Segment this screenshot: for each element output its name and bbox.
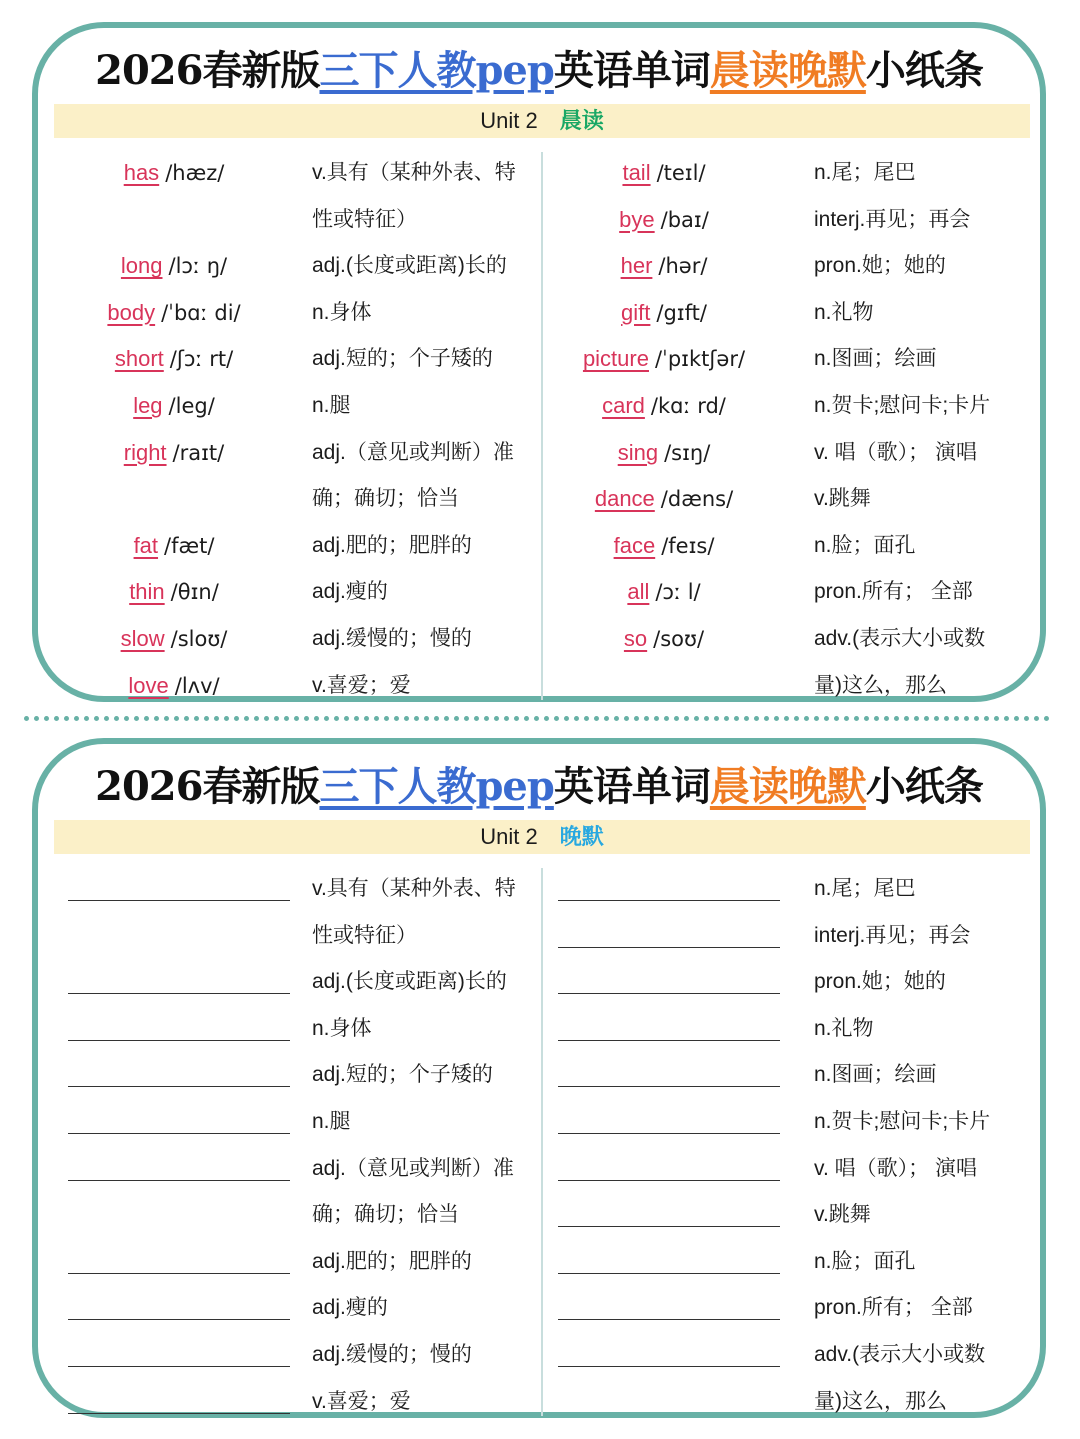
vocab-row — [544, 523, 1030, 569]
meaning: adj.瘦的 — [312, 580, 388, 604]
vocab-row — [544, 663, 1030, 709]
phonetic: /hər/ — [658, 254, 708, 279]
answer-blank-line[interactable] — [68, 1273, 290, 1274]
meaning: adj.缓慢的；慢的 — [312, 1343, 472, 1366]
word-cell — [544, 150, 784, 196]
meaning: 性或特征） — [312, 923, 417, 947]
answer-blank-line[interactable] — [558, 993, 780, 994]
word-cell — [544, 430, 784, 476]
word-cell — [544, 336, 784, 382]
word-cell — [54, 616, 294, 662]
dictation-row — [544, 1052, 1030, 1098]
vocab-row — [54, 476, 540, 522]
vocab-word: bye — [619, 206, 655, 232]
word-cell — [544, 290, 784, 336]
dictation-row — [544, 1006, 1030, 1052]
vocab-word: fat — [133, 532, 159, 558]
meaning: n.脸；面孔 — [814, 1249, 916, 1273]
meaning: v.喜爱；爱 — [312, 1389, 411, 1413]
phonetic: /dæns/ — [660, 487, 734, 512]
dictation-row — [544, 913, 1030, 959]
meaning: 确；确切；恰当 — [312, 1203, 459, 1227]
meaning: n.脸；面孔 — [814, 533, 916, 557]
dictation-row — [544, 1099, 1030, 1145]
vocab-word: her — [620, 253, 653, 279]
vocab-row — [544, 616, 1030, 662]
vocab-word: gift — [621, 299, 651, 325]
phonetic: /ˈbɑː di/ — [161, 300, 241, 325]
word-cell — [54, 569, 294, 615]
title-routine: 晨读晚默 — [709, 763, 866, 810]
meaning: adj.(长度或距离)长的 — [312, 254, 507, 278]
morning-reading-card — [32, 22, 1046, 702]
answer-blank-line[interactable] — [558, 1273, 780, 1274]
page-title — [38, 762, 1040, 812]
word-cell — [544, 616, 784, 662]
dictation-row — [544, 1192, 1030, 1238]
word-cell — [54, 430, 294, 476]
meaning: adj.短的；个子矮的 — [312, 1063, 493, 1087]
phonetic: /baɪ/ — [660, 207, 709, 232]
answer-blank-line[interactable] — [558, 1366, 780, 1367]
word-cell — [54, 476, 294, 522]
answer-blank-line[interactable] — [558, 1133, 780, 1134]
vocab-row — [54, 336, 540, 382]
phonetic: /lʌv/ — [174, 673, 220, 698]
cut-line-divider — [24, 716, 1050, 721]
unit-label: Unit 2 — [480, 824, 538, 849]
vocab-row — [54, 430, 540, 476]
word-cell — [54, 290, 294, 336]
meaning: v.具有（某种外表、特 — [312, 161, 516, 184]
title-subject: 英语单词 — [553, 763, 710, 810]
title-routine: 晨读晚默 — [709, 47, 866, 94]
vocab-word: tail — [622, 160, 651, 185]
meaning: n.身体 — [312, 1016, 372, 1040]
answer-blank-line[interactable] — [68, 1319, 290, 1320]
title-textbook: 三下人教pep — [319, 47, 554, 94]
meaning: v.跳舞 — [814, 1203, 871, 1227]
dictation-row — [54, 1379, 540, 1425]
meaning: adj.（意见或判断）准 — [312, 1156, 514, 1180]
phonetic: /ˈpɪktʃər/ — [654, 347, 746, 372]
title-suffix: 小纸条 — [865, 47, 983, 94]
word-cell — [54, 243, 294, 289]
word-cell — [544, 243, 784, 289]
phonetic: /leg/ — [168, 394, 215, 418]
vocab-row — [544, 569, 1030, 615]
meaning: 性或特征） — [312, 207, 417, 231]
vocab-row — [544, 290, 1030, 336]
dictation-row — [544, 959, 1030, 1005]
meaning: pron.所有； 全部 — [814, 580, 973, 604]
vocab-row — [54, 243, 540, 289]
phonetic: /soʊ/ — [653, 627, 705, 651]
word-cell — [544, 663, 784, 709]
meaning: n.腿 — [312, 394, 351, 417]
dictation-row — [544, 866, 1030, 912]
meaning: adj.肥的；肥胖的 — [312, 533, 472, 557]
phonetic: /gɪft/ — [656, 300, 707, 325]
dictation-row — [54, 1006, 540, 1052]
title-subject: 英语单词 — [553, 47, 710, 94]
dictation-row — [544, 1379, 1030, 1425]
meaning: interj.再见；再会 — [814, 207, 971, 231]
meaning: n.贺卡;慰问卡;卡片 — [814, 1110, 991, 1133]
phonetic: /feɪs/ — [661, 533, 715, 558]
word-cell — [54, 663, 294, 709]
meaning: v. 唱（歌）； 演唱 — [814, 1156, 977, 1180]
answer-blank-line[interactable] — [558, 1319, 780, 1320]
vocab-word: picture — [582, 346, 649, 372]
vocab-row — [54, 569, 540, 615]
meaning: adj.缓慢的；慢的 — [312, 627, 472, 650]
phonetic: /sloʊ/ — [170, 627, 228, 651]
title-year-edition: 2026春新版 — [95, 763, 320, 810]
vocab-word: dance — [594, 486, 655, 512]
word-cell — [54, 197, 294, 243]
meaning: n.贺卡;慰问卡;卡片 — [814, 394, 991, 417]
vocab-row — [544, 243, 1030, 289]
answer-blank-line[interactable] — [558, 947, 780, 948]
meaning: 量)这么，那么 — [814, 673, 947, 697]
meaning: n.尾；尾巴 — [814, 161, 916, 184]
vocab-word: thin — [129, 579, 165, 605]
phonetic: /hæz/ — [165, 161, 225, 185]
meaning: v.喜爱；爱 — [312, 673, 411, 697]
word-cell — [544, 383, 784, 429]
meaning: v.具有（某种外表、特 — [312, 877, 516, 900]
answer-blank-line[interactable] — [68, 1040, 290, 1041]
meaning: pron.她；她的 — [814, 970, 946, 994]
phonetic: /sɪŋ/ — [664, 440, 711, 465]
vocab-word: face — [613, 532, 656, 558]
dictation-row — [54, 1052, 540, 1098]
word-cell — [544, 569, 784, 615]
meaning: adj.肥的；肥胖的 — [312, 1249, 472, 1273]
vocab-word: love — [128, 672, 169, 698]
vocab-row — [54, 523, 540, 569]
vocab-word: short — [114, 346, 164, 372]
answer-blank-line[interactable] — [558, 1180, 780, 1181]
vocab-row — [54, 383, 540, 429]
answer-blank-line[interactable] — [68, 1086, 290, 1087]
word-cell — [544, 197, 784, 243]
meaning: n.尾；尾巴 — [814, 877, 916, 900]
dictation-row — [54, 1285, 540, 1331]
dictation-row — [54, 1099, 540, 1145]
word-cell — [544, 476, 784, 522]
vocab-word: leg — [133, 393, 163, 418]
vocab-word: has — [123, 160, 160, 185]
meaning: 量)这么，那么 — [814, 1389, 947, 1413]
word-cell — [54, 150, 294, 196]
dictation-row — [54, 1239, 540, 1285]
phonetic: /θɪn/ — [170, 580, 219, 605]
meaning: adv.(表示大小或数 — [814, 627, 986, 650]
dictation-row — [544, 1146, 1030, 1192]
phonetic: /kɑː rd/ — [650, 394, 726, 418]
dictation-row — [544, 1332, 1030, 1378]
answer-blank-line[interactable] — [68, 1133, 290, 1134]
vocab-word: right — [123, 439, 167, 465]
answer-blank-line[interactable] — [68, 1413, 290, 1414]
dictation-row — [54, 913, 540, 959]
dictation-row — [54, 866, 540, 912]
unit-header-bar — [54, 820, 1030, 854]
meaning: n.腿 — [312, 1110, 351, 1133]
vocab-word: long — [120, 253, 163, 279]
phonetic: /ʃɔː rt/ — [169, 347, 234, 372]
word-cell — [54, 336, 294, 382]
meaning: adj.（意见或判断）准 — [312, 440, 514, 464]
vocab-word: so — [623, 626, 648, 651]
meaning: n.礼物 — [814, 300, 874, 324]
vocab-word: sing — [617, 439, 659, 465]
meaning: interj.再见；再会 — [814, 923, 971, 947]
vocab-word: all — [627, 579, 650, 605]
dictation-row — [54, 1192, 540, 1238]
answer-blank-line[interactable] — [558, 900, 780, 901]
title-suffix: 小纸条 — [865, 763, 983, 810]
meaning: adj.(长度或距离)长的 — [312, 970, 507, 994]
title-textbook: 三下人教pep — [319, 763, 554, 810]
word-cell — [54, 523, 294, 569]
meaning: adj.瘦的 — [312, 1296, 388, 1320]
vocab-row — [544, 150, 1030, 196]
meaning: v.跳舞 — [814, 487, 871, 511]
phonetic: /lɔː ŋ/ — [168, 254, 228, 279]
word-cell — [54, 383, 294, 429]
meaning: n.图画；绘画 — [814, 347, 937, 371]
meaning: pron.所有； 全部 — [814, 1296, 973, 1320]
dictation-row — [544, 1239, 1030, 1285]
dictation-row — [54, 959, 540, 1005]
answer-blank-line[interactable] — [558, 1226, 780, 1227]
phonetic: /raɪt/ — [172, 440, 225, 465]
meaning: 确；确切；恰当 — [312, 487, 459, 511]
evening-dictation-card — [32, 738, 1046, 1418]
phonetic: /fæt/ — [164, 533, 215, 558]
meaning: adv.(表示大小或数 — [814, 1343, 986, 1366]
vocab-row — [54, 616, 540, 662]
word-cell — [544, 523, 784, 569]
meaning: n.图画；绘画 — [814, 1063, 937, 1087]
answer-blank-line[interactable] — [558, 1086, 780, 1087]
vocab-row — [544, 430, 1030, 476]
phonetic: /teɪl/ — [656, 161, 706, 185]
vocab-word: card — [602, 393, 645, 418]
unit-header-bar — [54, 104, 1030, 138]
answer-blank-line[interactable] — [68, 900, 290, 901]
vocab-row — [544, 197, 1030, 243]
title-year-edition: 2026春新版 — [95, 47, 320, 94]
answer-blank-line[interactable] — [68, 993, 290, 994]
vocab-row — [544, 383, 1030, 429]
answer-blank-line[interactable] — [68, 1366, 290, 1367]
page-title — [38, 46, 1040, 96]
meaning: v. 唱（歌）； 演唱 — [814, 440, 977, 464]
meaning: n.礼物 — [814, 1016, 874, 1040]
vocab-row — [54, 290, 540, 336]
vocab-row — [54, 150, 540, 196]
vocab-row — [544, 336, 1030, 382]
dictation-row — [544, 1285, 1030, 1331]
vocab-row — [54, 663, 540, 709]
vocab-word: body — [107, 299, 156, 325]
answer-blank-line[interactable] — [558, 1040, 780, 1041]
meaning: pron.她；她的 — [814, 254, 946, 278]
vocab-row — [544, 476, 1030, 522]
dictation-row — [54, 1332, 540, 1378]
phonetic: /ɔː l/ — [655, 580, 701, 605]
meaning: n.身体 — [312, 300, 372, 324]
unit-label: Unit 2 — [480, 108, 538, 133]
dictation-row — [54, 1146, 540, 1192]
vocab-row — [54, 197, 540, 243]
meaning: adj.短的；个子矮的 — [312, 347, 493, 371]
morning-tag: 晨读 — [559, 108, 604, 133]
answer-blank-line[interactable] — [68, 1180, 290, 1181]
vocab-word: slow — [120, 626, 165, 651]
evening-tag: 晚默 — [559, 824, 604, 849]
